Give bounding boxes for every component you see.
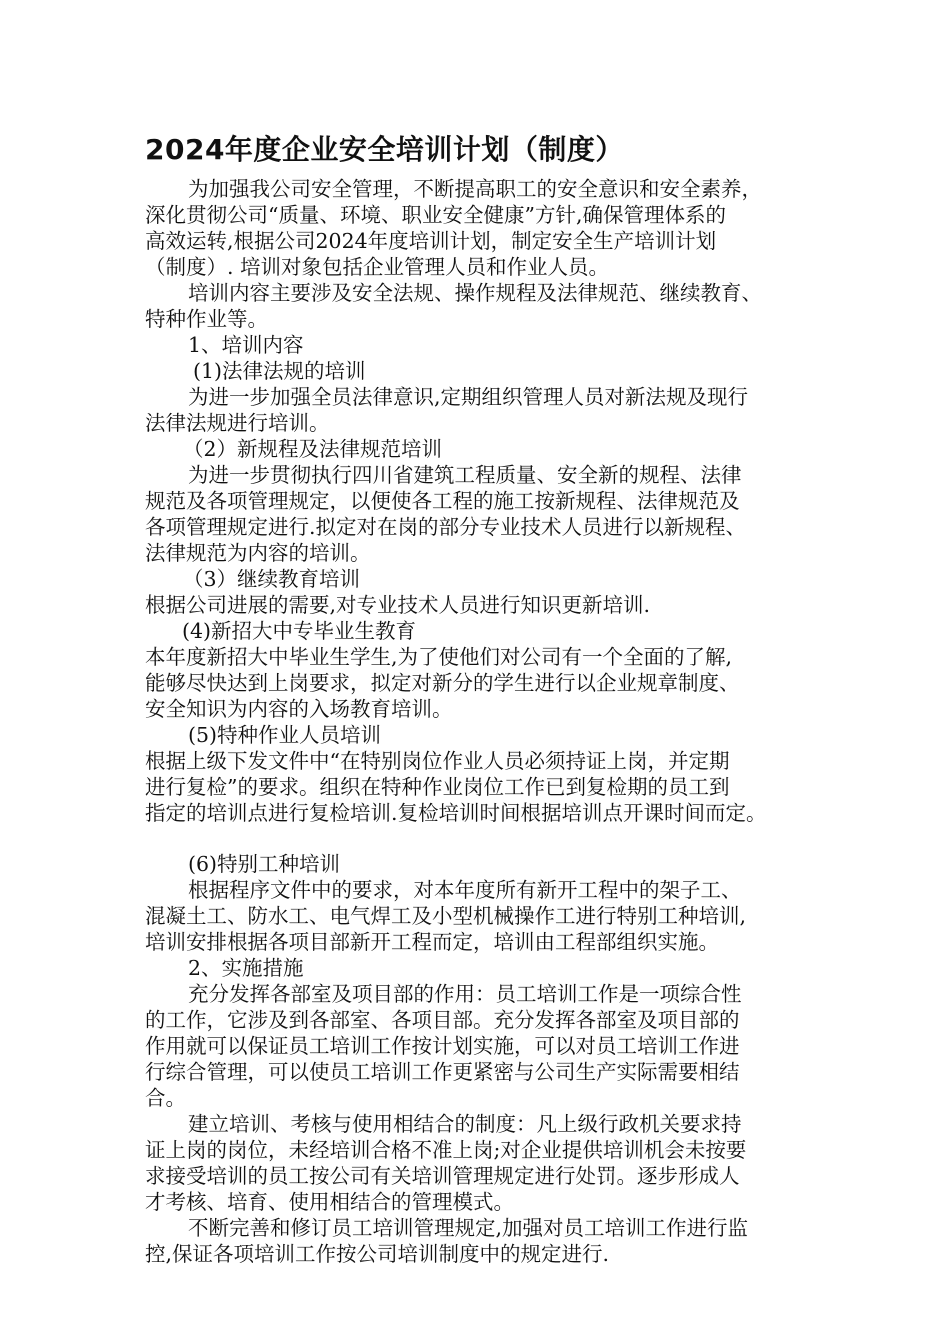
- paragraph-line: 各项管理规定进行.拟定对在岗的部分专业技术人员进行以新规程、: [145, 515, 747, 539]
- section-heading: 1、培训内容: [188, 333, 304, 357]
- paragraph-line: 深化贯彻公司“质量、环境、职业安全健康”方针,确保管理体系的: [145, 203, 726, 227]
- paragraph-line: 建立培训、考核与使用相结合的制度：凡上级行政机关要求持: [188, 1112, 742, 1136]
- paragraph-line: 培训内容主要涉及安全法规、操作规程及法律规范、继续教育、: [188, 281, 762, 305]
- paragraph-line: 根据上级下发文件中“在特别岗位作业人员必须持证上岗，并定期: [145, 749, 730, 773]
- subsection-heading: (1)法律法规的培训: [193, 359, 366, 383]
- paragraph-line: 能够尽快达到上岗要求，拟定对新分的学生进行以企业规章制度、: [145, 671, 740, 695]
- paragraph-line: 作用就可以保证员工培训工作按计划实施，可以对员工培训工作进: [145, 1034, 740, 1058]
- subsection-heading: (6)特别工种培训: [188, 852, 341, 876]
- paragraph-line: 高效运转,根据公司2024年度培训计划，制定安全生产培训计划: [145, 229, 717, 253]
- section-heading: 2、实施措施: [188, 956, 304, 980]
- paragraph-line: 为进一步贯彻执行四川省建筑工程质量、安全新的规程、法律: [188, 463, 742, 487]
- paragraph-line: 不断完善和修订员工培训管理规定,加强对员工培训工作进行监: [188, 1216, 749, 1240]
- paragraph-line: 进行复检”的要求。组织在特种作业岗位工作已到复检期的员工到: [145, 775, 730, 799]
- paragraph-line: 的工作，它涉及到各部室、各项目部。充分发挥各部室及项目部的: [145, 1008, 740, 1032]
- paragraph-line: 根据程序文件中的要求，对本年度所有新开工程中的架子工、: [188, 878, 742, 902]
- paragraph-line: 根据公司进展的需要,对专业技术人员进行知识更新培训.: [145, 593, 651, 617]
- paragraph-line: （制度）. 培训对象包括企业管理人员和作业人员。: [145, 255, 610, 279]
- paragraph-line: 合。: [145, 1086, 186, 1110]
- paragraph-line: 培训安排根据各项目部新开工程而定，培训由工程部组织实施。: [145, 930, 719, 954]
- subsection-heading: （2）新规程及法律规范培训: [183, 437, 443, 461]
- document-title: 2024年度企业安全培训计划（制度）: [145, 133, 624, 166]
- paragraph-line: 为进一步加强全员法律意识,定期组织管理人员对新法规及现行: [188, 385, 749, 409]
- paragraph-line: 充分发挥各部室及项目部的作用：员工培训工作是一项综合性: [188, 982, 742, 1006]
- paragraph-line: 为加强我公司安全管理，不断提高职工的安全意识和安全素养，: [188, 177, 762, 201]
- paragraph-line: 行综合管理，可以使员工培训工作更紧密与公司生产实际需要相结: [145, 1060, 740, 1084]
- subsection-heading: (5)特种作业人员培训: [188, 723, 382, 747]
- paragraph-line: 指定的培训点进行复检培训.复检培训时间根据培训点开课时间而定。: [145, 801, 767, 825]
- subsection-heading: (4)新招大中专毕业生教育: [182, 619, 417, 643]
- paragraph-line: 规范及各项管理规定，以便使各工程的施工按新规程、法律规范及: [145, 489, 740, 513]
- paragraph-line: 证上岗的岗位，未经培训合格不准上岗;对企业提供培训机会未按要: [145, 1138, 747, 1162]
- paragraph-line: 法律法规进行培训。: [145, 411, 330, 435]
- subsection-heading: （3）继续教育培训: [183, 567, 361, 591]
- paragraph-line: 法律规范为内容的培训。: [145, 541, 371, 565]
- paragraph-line: 本年度新招大中毕业生学生,为了使他们对公司有一个全面的了解,: [145, 645, 733, 669]
- paragraph-line: 安全知识为内容的入场教育培训。: [145, 697, 453, 721]
- paragraph-line: 特种作业等。: [145, 307, 268, 331]
- paragraph-line: 才考核、培育、使用相结合的管理模式。: [145, 1190, 514, 1214]
- paragraph-line: 求接受培训的员工按公司有关培训管理规定进行处罚。逐步形成人: [145, 1164, 740, 1188]
- paragraph-line: 控,保证各项培训工作按公司培训制度中的规定进行.: [145, 1242, 610, 1266]
- paragraph-line: 混凝土工、防水工、电气焊工及小型机械操作工进行特别工种培训,: [145, 904, 747, 928]
